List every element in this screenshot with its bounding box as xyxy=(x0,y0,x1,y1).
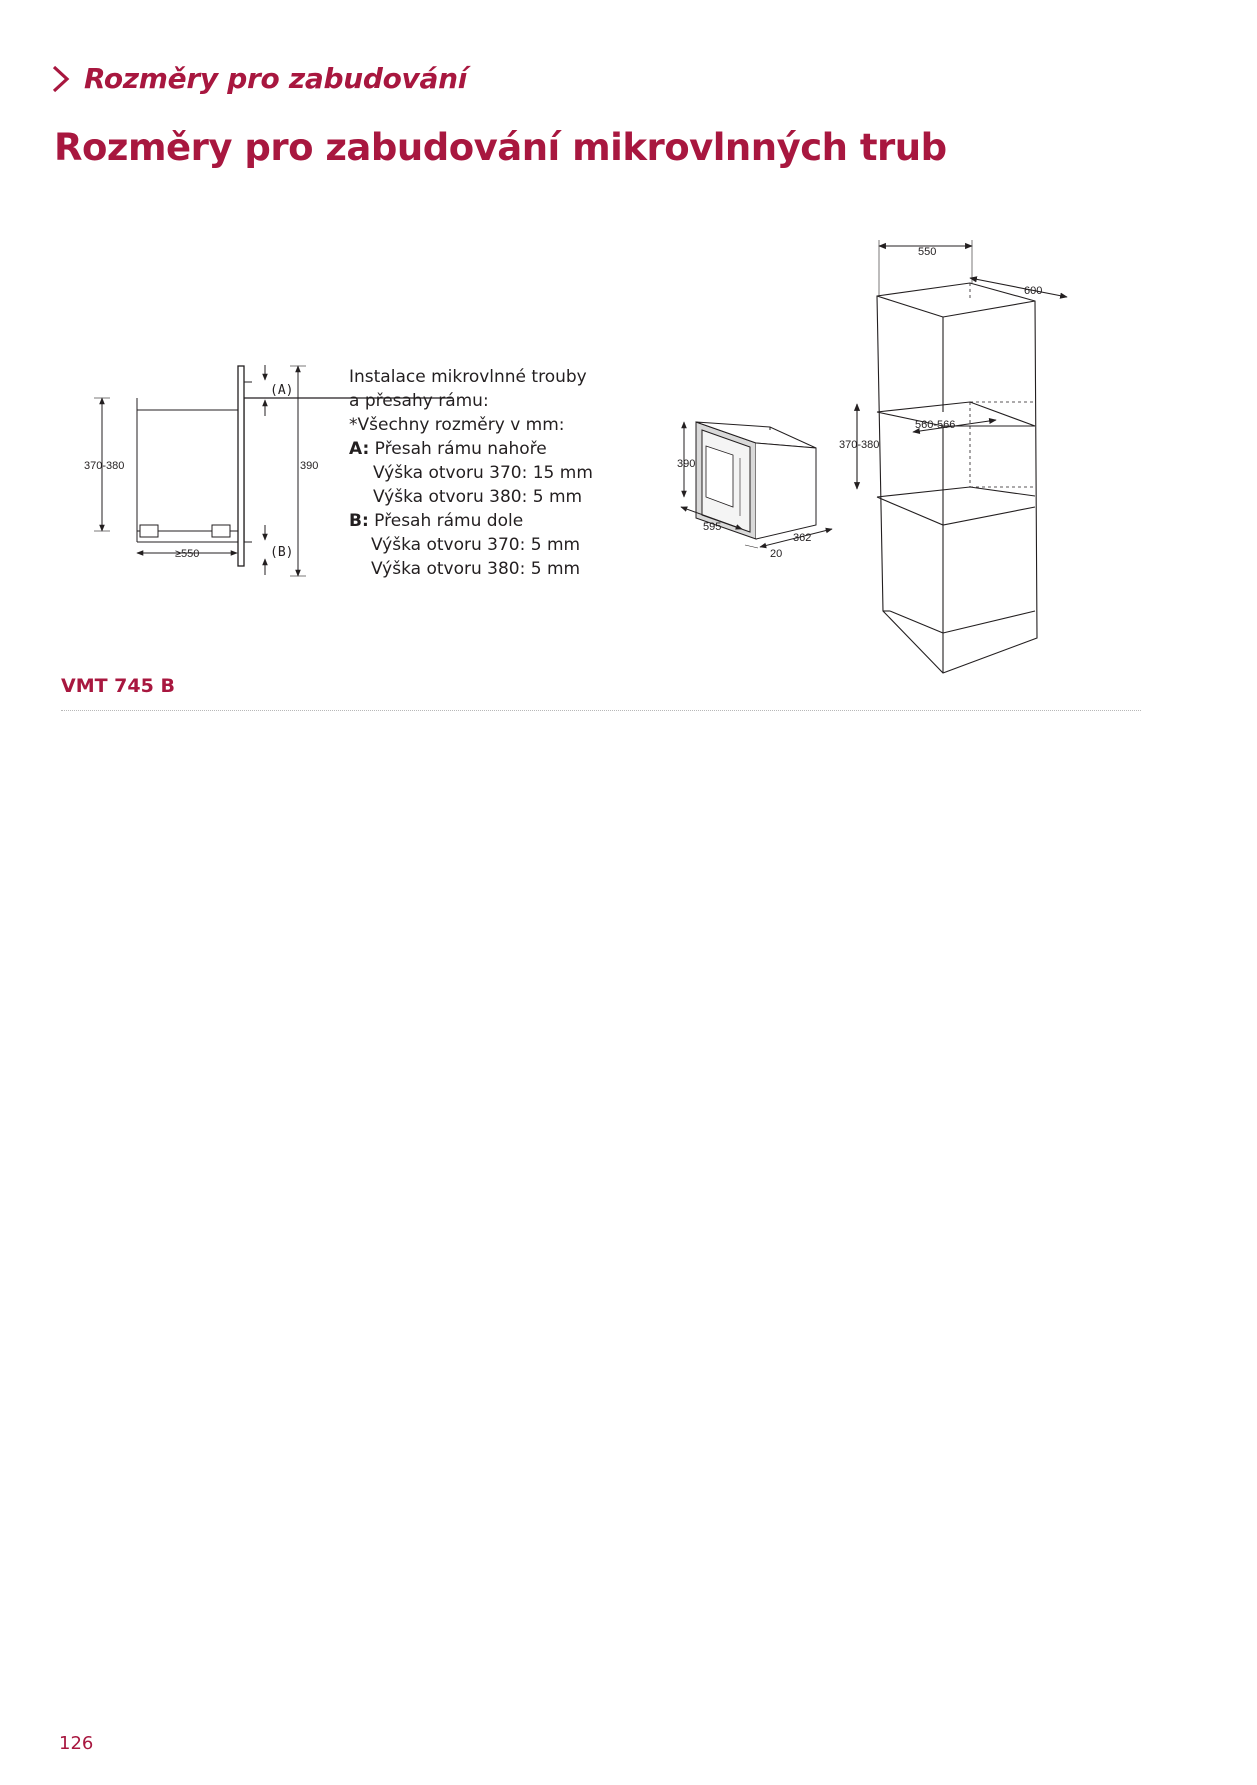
legend-b-370: Výška otvoru 370: 5 mm xyxy=(371,535,581,555)
legend-line: a přesahy rámu: xyxy=(349,391,489,411)
cabinet-niche-depth-label: 560-566 xyxy=(915,419,956,431)
appliance-height-label: 390 xyxy=(677,458,696,470)
legend-a-380: Výška otvoru 380: 5 mm xyxy=(373,487,583,507)
page-title: Rozměry pro zabudování mikrovlnných trub xyxy=(54,126,947,169)
legend-line: *Všechny rozměry v mm: xyxy=(349,415,565,435)
product-model: VMT 745 B xyxy=(61,675,175,697)
cabinet-isometric xyxy=(857,240,1067,673)
side-height-label: 370-380 xyxy=(84,460,125,472)
legend-text-b: Přesah rámu dole xyxy=(368,511,524,531)
cabinet-width-label: 550 xyxy=(918,246,937,258)
appliance-frame-label: 20 xyxy=(770,548,783,560)
legend-b-380: Výška otvoru 380: 5 mm xyxy=(371,559,581,579)
side-label-b: (B) xyxy=(270,545,294,560)
appliance-width-label: 595 xyxy=(703,521,722,533)
legend-item-b xyxy=(349,509,593,533)
side-label-a: (A) xyxy=(270,383,294,398)
legend-key-b: B: xyxy=(349,511,369,531)
installation-legend xyxy=(349,365,593,581)
appliance-depth-label: 362 xyxy=(793,532,812,544)
cabinet-depth-label: 600 xyxy=(1024,285,1043,297)
legend-key-a: A: xyxy=(349,439,370,459)
cabinet-niche-height-label: 370-380 xyxy=(839,439,880,451)
legend-a-370: Výška otvoru 370: 15 mm xyxy=(373,463,593,483)
side-frame-height-label: 390 xyxy=(300,460,319,472)
side-depth-label: ≥550 xyxy=(175,548,200,560)
legend-text-a: Přesah rámu nahoře xyxy=(369,439,547,459)
legend-item-a xyxy=(349,437,593,461)
legend-line: Instalace mikrovlnné trouby xyxy=(349,367,587,387)
breadcrumb-label: Rozměry pro zabudování xyxy=(84,62,468,95)
page-number: 126 xyxy=(59,1733,94,1754)
divider xyxy=(61,710,1141,711)
